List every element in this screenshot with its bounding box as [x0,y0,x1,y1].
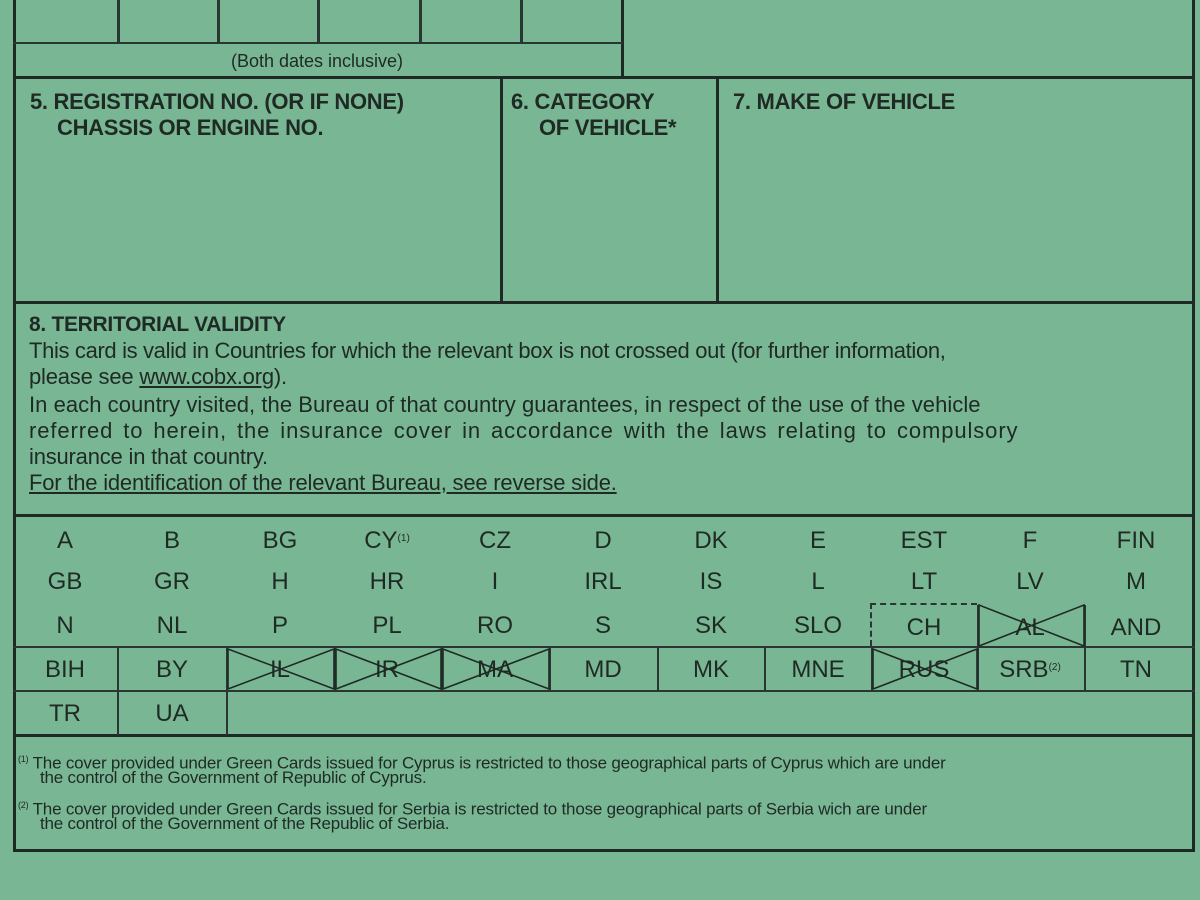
country-D[interactable]: D [594,527,612,554]
country-FIN[interactable]: FIN [1116,527,1156,554]
footnote-2-mark: (2) [18,800,29,810]
date-grid-bottom [13,42,623,44]
country-grid-top [13,514,1195,517]
country-IRL[interactable]: IRL [584,568,622,595]
country-PL[interactable]: PL [372,612,402,639]
country-MD[interactable]: MD [584,656,622,683]
country-B[interactable]: B [163,527,180,554]
crossed-out-mark-IR [336,648,442,691]
footnote-1-text: The cover provided under Green Cards issued for Cyprus is restricted to those geographical parts of Cyprus which are under [32,753,946,773]
country-LV[interactable]: LV [1016,568,1044,595]
country-grid-col-line [657,647,659,691]
date-grid-right-edge [621,0,624,78]
country-TN[interactable]: TN [1120,656,1152,683]
country-AL: AL [1015,614,1045,641]
card-bottom-border [13,849,1195,852]
box8-reverse-side-note: For the identification of the relevant Bureau, see reverse side. [29,470,617,495]
country-EST[interactable]: EST [900,527,948,554]
country-MNE[interactable]: MNE [791,656,845,683]
country-RUS: RUS [898,656,950,683]
cy-note-mark: (1) [397,533,410,544]
country-L[interactable]: L [811,568,825,595]
country-H[interactable]: H [271,568,289,595]
footnote-2-text: The cover provided under Green Cards issued for Serbia is restricted to those geographical parts of Serbia wich are under [32,799,927,819]
country-CZ[interactable]: CZ [479,527,511,554]
date-grid-divider [317,0,320,43]
country-I[interactable]: I [491,568,499,595]
box6-label: 6. CATEGORY [511,89,655,114]
box8-text-line: In each country visited, the Bureau of that country guarantees, in respect of the use of the vehicle [29,392,981,417]
country-AND[interactable]: AND [1110,614,1162,641]
country-grid-col-line [117,647,119,735]
country-S[interactable]: S [594,612,611,639]
country-SRB[interactable] [980,656,1080,684]
country-HR[interactable]: HR [369,568,405,595]
country-MA: MA [477,656,513,683]
box8-text-line [29,364,287,390]
srb-note-mark: (2) [1048,662,1061,673]
country-grid-row-line [13,690,1195,692]
country-BG[interactable]: BG [262,527,298,554]
country-IR: IR [375,656,399,683]
country-GB[interactable]: GB [47,568,83,595]
box8-title: 8. TERRITORIAL VALIDITY [29,313,286,336]
country-CH[interactable]: CH [906,614,942,641]
country-SLO[interactable]: SLO [793,612,843,639]
country-NL[interactable]: NL [156,612,188,639]
date-grid-divider [520,0,523,43]
date-grid-divider [117,0,120,43]
cobx-link[interactable]: www.cobx.org [139,364,274,389]
date-grid-divider [217,0,220,43]
box6-label-cont: OF VEHICLE* [539,115,677,140]
country-F[interactable]: F [1022,527,1038,554]
country-N[interactable]: N [56,612,74,639]
ch-dashed-box [870,603,977,605]
country-BY[interactable]: BY [155,656,188,683]
country-IS[interactable]: IS [699,568,723,595]
footnote-2-cont: the control of the Government of the Republic of Serbia. [40,814,450,833]
dates-inclusive-note: (Both dates inclusive) [230,51,404,71]
section-divider [13,76,1195,79]
country-BIH[interactable]: BIH [44,656,85,683]
box7-label: 7. MAKE OF VEHICLE [733,89,955,114]
box5-label: 5. REGISTRATION NO. (OR IF NONE) [30,89,404,114]
country-TR[interactable]: TR [49,700,81,727]
box8-text-prefix: please see [29,364,140,389]
box8-text-line: This card is valid in Countries for which the relevant box is not crossed out (for further information, [29,338,946,363]
box5-label-cont: CHASSIS OR ENGINE NO. [57,115,324,140]
country-A[interactable]: A [56,527,73,554]
country-CY-code: CY [364,527,398,554]
footnote-1-mark: (1) [18,754,29,764]
country-grid-bottom [13,734,1195,737]
border-right [1192,0,1195,852]
box5-box6-divider [500,77,503,303]
crossed-out-mark-IL [228,648,335,691]
country-M[interactable]: M [1126,568,1146,595]
box8-text-line: referred to herein, the insurance cover in accordance with the laws relating to compulsory [29,418,1019,443]
section-divider [13,301,1195,304]
country-grid-col-line [764,647,766,691]
crossed-out-mark-MA [443,648,550,691]
box6-box7-divider [716,77,719,303]
crossed-out-mark-RUS [873,648,978,691]
country-SK[interactable]: SK [694,612,727,639]
country-P[interactable]: P [271,612,288,639]
country-GR[interactable]: GR [154,568,190,595]
box8-text-suffix: ). [273,364,287,389]
date-grid-divider [419,0,422,43]
country-UA[interactable]: UA [155,700,189,727]
box8-text-line: insurance in that country. [29,444,268,469]
ch-dashed-box [870,603,872,646]
crossed-out-mark-AL [979,604,1085,648]
country-SRB-code: SRB [999,656,1049,683]
footnote-1-cont: the control of the Government of Republic of Cyprus. [40,768,427,787]
country-IL: IL [269,656,290,683]
country-DK[interactable]: DK [694,527,728,554]
country-RO[interactable]: RO [477,612,513,639]
country-MK[interactable]: MK [693,656,729,683]
country-E[interactable]: E [809,527,826,554]
country-CY[interactable] [337,527,437,555]
country-LT[interactable]: LT [910,568,938,595]
